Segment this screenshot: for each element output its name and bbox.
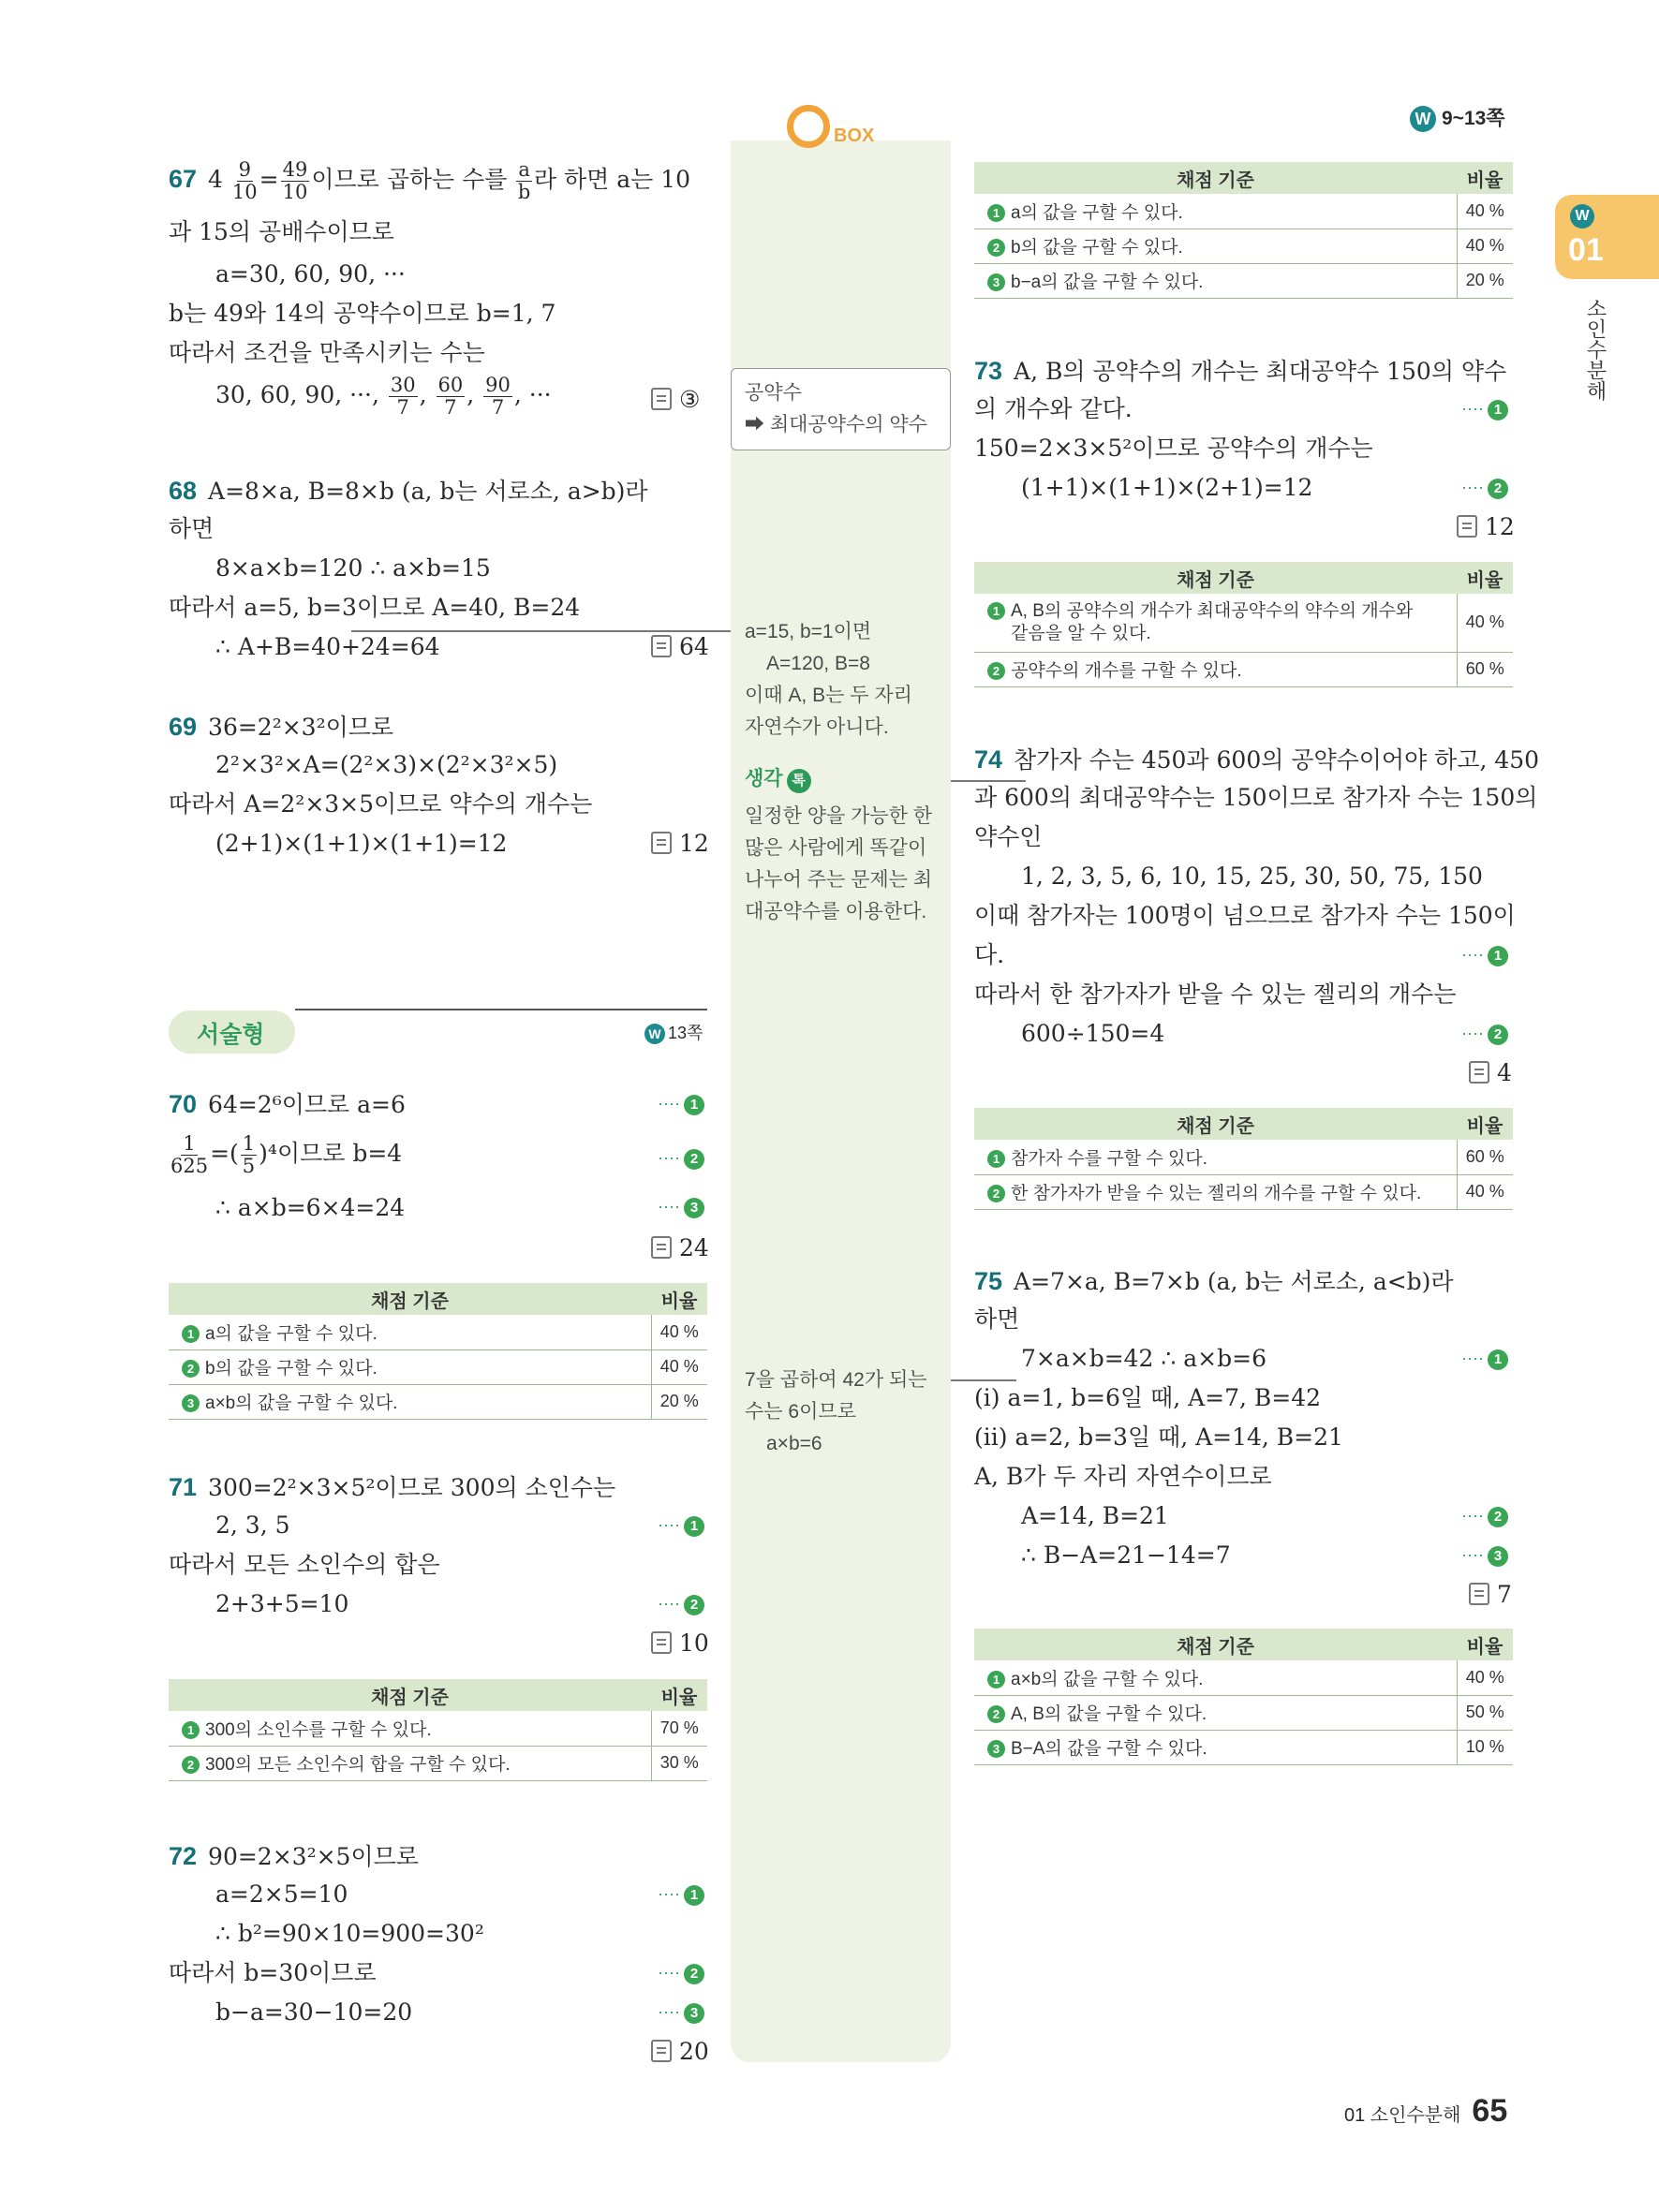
problem-73-line3: 150=2×3×5²이므로 공약수의 개수는 xyxy=(974,435,1373,462)
memo-connector-68 xyxy=(351,630,731,632)
memo-think-title: 생각 톡 xyxy=(745,763,811,795)
memo-think-line3: 나누어 주는 문제는 최 xyxy=(745,869,933,891)
problem-68-line3: 8×a×b=120 ∴ a×b=15 xyxy=(215,554,491,582)
answer-icon xyxy=(651,2040,672,2062)
qbox-logo: BOX xyxy=(787,105,899,161)
memo-75-line2: 수는 6이므로 xyxy=(745,1401,856,1423)
problem-75-line8: ∴ B−A=21−14=7 xyxy=(1021,1541,1231,1569)
problem-68-line2: 하면 xyxy=(169,515,215,542)
problem-73-line2: 의 개수와 같다. xyxy=(974,395,1133,422)
problem-74-line4: 1, 2, 3, 5, 6, 10, 15, 25, 30, 50, 75, 150 xyxy=(1021,863,1483,890)
criteria-table-73: 채점 기준 비율 1 A, B의 공약수의 개수가 최대공약수의 약수의 개수와 같음을 알 수 있다. 40 % 2 공약수의 개수를 구할 수 있다. 60 % xyxy=(974,562,1513,687)
essay-section-header: 서술형 W 13쪽 xyxy=(169,1007,707,1058)
step-mark-2: ···· 2 xyxy=(658,1148,704,1170)
problem-71-line2: 2, 3, 5 xyxy=(215,1512,290,1539)
page-number: 65 xyxy=(1472,2093,1508,2129)
memo-75-line1: 7을 곱하여 42가 되는 xyxy=(745,1369,927,1391)
criteria-table-75: 채점 기준 비율 1 a×b의 값을 구할 수 있다. 40 % 2 A, B의 값을 구할 수 있다. 50 % 3 B−A의 값을 구할 수 있다. 10 % xyxy=(974,1629,1513,1765)
problem-67-line1: 67 4 $\frac{9}{10}$ = $\frac{49}{10}$ 이므로 곱하는 수를 $\frac{a}{b}$ 라 하면 a는 10 xyxy=(169,158,691,204)
problem-69-line1: 69 36=2²×3²이므로 xyxy=(169,713,394,741)
problem-67-line5: 따라서 조건을 만족시키는 수는 xyxy=(169,339,485,366)
problem-70-line3: ∴ a×b=6×4=24 xyxy=(215,1194,406,1221)
problem-74-line8: 600÷150=4 xyxy=(1021,1020,1165,1047)
step-mark-1: ···· 1 xyxy=(658,1515,704,1537)
problem-72-line5: b−a=30−10=20 xyxy=(215,1998,413,2026)
memo-think-line2: 많은 사람에게 똑같이 xyxy=(745,837,927,859)
step-mark-3: ···· 3 xyxy=(658,2002,704,2024)
problem-68-line4: 따라서 a=5, b=3이므로 A=40, B=24 xyxy=(169,594,581,621)
w-badge-icon: W xyxy=(1410,106,1436,132)
problem-70-line1: 70 64=2⁶이므로 a=6 xyxy=(169,1090,406,1118)
problem-75-line3: 7×a×b=42 ∴ a×b=6 xyxy=(1021,1345,1266,1372)
answer-icon xyxy=(1469,1061,1489,1084)
answer-72: 20 xyxy=(651,2038,709,2065)
problem-72-line2: a=2×5=10 xyxy=(215,1880,348,1908)
problem-74-line1: 74 참가자 수는 450과 600의 공약수이어야 하고, 450 xyxy=(974,745,1540,774)
problem-72-line4: 따라서 b=30이므로 xyxy=(169,1959,377,1986)
answer-68: 64 xyxy=(651,633,709,660)
step-mark-1: ···· 1 xyxy=(658,1094,704,1115)
step-mark-1: ···· 1 xyxy=(1461,1349,1508,1370)
answer-icon xyxy=(651,832,672,854)
side-w-icon: W xyxy=(1570,204,1594,229)
answer-icon xyxy=(651,388,672,410)
answer-icon xyxy=(1469,1583,1489,1605)
answer-67: ③ xyxy=(651,386,700,413)
problem-71-line1: 71 300=2²×3×5²이므로 300의 소인수는 xyxy=(169,1473,616,1501)
answer-icon xyxy=(651,1236,672,1259)
problem-67-line3: a=30, 60, 90, ··· xyxy=(215,260,406,288)
criteria-table-74: 채점 기준 비율 1 참가자 수를 구할 수 있다. 60 % 2 한 참가자가 받을 수 있는 젤리의 개수를 구할 수 있다. 40 % xyxy=(974,1108,1513,1210)
step-mark-2: ···· 2 xyxy=(658,1963,704,1984)
problem-70-line2: $\frac{1}{625}$ =( $\frac{1}{5}$ )⁴이므로 b=4 xyxy=(170,1132,403,1178)
footer-chapter: 01 소인수분해 xyxy=(1344,2105,1461,2126)
criteria-table-72: 채점 기준 비율 1 a의 값을 구할 수 있다. 40 % 2 b의 값을 구할 수 있다. 40 % 3 b−a의 값을 구할 수 있다. 20 % xyxy=(974,162,1513,299)
answer-70: 24 xyxy=(651,1234,709,1261)
memo-68-line1: a=15, b=1이면 xyxy=(745,621,872,642)
step-mark-2: ···· 2 xyxy=(1461,478,1508,499)
answer-71: 10 xyxy=(651,1630,709,1657)
answer-75: 7 xyxy=(1469,1581,1512,1608)
memo-gcd-body: ➡ 최대공약수의 약수 xyxy=(745,414,927,435)
problem-67-line6: 30, 60, 90, ···, $\frac{30}{7}$ , $\frac{60}{7}$ , $\frac{90}{7}$ , ··· xyxy=(215,374,552,420)
problem-72-line1: 72 90=2×3²×5이므로 xyxy=(169,1842,419,1870)
footer xyxy=(1344,2093,1507,2130)
problem-74-line3: 약수인 xyxy=(974,823,1043,850)
problem-69-line2: 2²×3²×A=(2²×3)×(2²×3²×5) xyxy=(215,751,558,778)
memo-gcd-title: 공약수 xyxy=(745,382,802,404)
step-mark-2: ···· 2 xyxy=(1461,1024,1508,1045)
memo-connector-75 xyxy=(951,1379,1016,1381)
problem-75-line7: A=14, B=21 xyxy=(1021,1502,1169,1529)
answer-69: 12 xyxy=(651,830,709,857)
step-mark-2: ···· 2 xyxy=(1461,1506,1508,1527)
problem-67-line2: 과 15의 공배수이므로 xyxy=(169,218,394,245)
problem-69-line3: 따라서 A=2²×3×5이므로 약수의 개수는 xyxy=(169,790,593,818)
problem-73-line1: 73 A, B의 공약수의 개수는 최대공약수 150의 약수 xyxy=(974,357,1507,385)
step-mark-1: ···· 1 xyxy=(1461,945,1508,966)
problem-75-line4: (i) a=1, b=6일 때, A=7, B=42 xyxy=(974,1384,1322,1411)
w-ref-icon: W xyxy=(644,1024,665,1044)
problem-71-line4: 2+3+5=10 xyxy=(215,1590,349,1617)
answer-icon xyxy=(1457,515,1477,538)
answer-icon xyxy=(651,1631,672,1654)
memo-68-line4: 자연수가 아니다. xyxy=(745,716,889,738)
problem-75-line2: 하면 xyxy=(974,1305,1020,1333)
problem-73-line4: (1+1)×(1+1)×(2+1)=12 xyxy=(1021,474,1313,501)
talk-bubble-icon: 톡 xyxy=(787,769,811,793)
memo-75-line3: a×b=6 xyxy=(766,1433,822,1454)
problem-71-line3: 따라서 모든 소인수의 합은 xyxy=(169,1551,440,1578)
step-mark-1: ···· 1 xyxy=(658,1884,704,1906)
problem-75-line1: 75 A=7×a, B=7×b (a, b는 서로소, a<b)라 xyxy=(974,1267,1454,1295)
memo-think-line1: 일정한 양을 가능한 한 xyxy=(745,805,933,827)
criteria-table-71: 채점 기준 비율 1 300의 소인수를 구할 수 있다. 70 % 2 300의 모든 소인수의 합을 구할 수 있다. 30 % xyxy=(169,1679,707,1781)
side-tab-title: 소인수분해 xyxy=(1584,298,1607,401)
step-mark-3: ···· 3 xyxy=(1461,1545,1508,1567)
criteria-table-70: 채점 기준 비율 1 a의 값을 구할 수 있다. 40 % 2 b의 값을 구할 수 있다. 40 % 3 a×b의 값을 구할 수 있다. 20 % xyxy=(169,1283,707,1420)
problem-75-line6: A, B가 두 자리 자연수이므로 xyxy=(974,1463,1272,1490)
problem-74-line5: 이때 참가자는 100명이 넘으므로 참가자 수는 150이 xyxy=(974,902,1516,929)
problem-69-line4: (2+1)×(1+1)×(1+1)=12 xyxy=(215,830,508,857)
memo-68-line3: 이때 A, B는 두 자리 xyxy=(745,685,912,706)
problem-74-line7: 따라서 한 참가자가 받을 수 있는 젤리의 개수는 xyxy=(974,981,1457,1008)
problem-74-line6: 다. xyxy=(974,941,1005,968)
memo-connector-74 xyxy=(951,780,1026,782)
step-mark-1: ···· 1 xyxy=(1461,399,1508,420)
answer-icon xyxy=(651,635,672,657)
memo-68-line2: A=120, B=8 xyxy=(766,653,870,674)
problem-72-line3: ∴ b²=90×10=900=30² xyxy=(215,1920,484,1947)
problem-74-line2: 과 600의 최대공약수는 150이므로 참가자 수는 150의 xyxy=(974,784,1538,811)
problem-68-line5: ∴ A+B=40+24=64 xyxy=(215,633,440,660)
problem-67-line4: b는 49와 14의 공약수이므로 b=1, 7 xyxy=(169,300,556,327)
answer-73: 12 xyxy=(1457,513,1515,540)
problem-68-line1: 68 A=8×a, B=8×b (a, b는 서로소, a>b)라 xyxy=(169,477,648,505)
memo-think-line4: 대공약수를 이용한다. xyxy=(745,901,927,922)
step-mark-2: ···· 2 xyxy=(658,1594,704,1615)
chapter-side-tab: W 01 xyxy=(1555,195,1659,279)
step-mark-3: ···· 3 xyxy=(658,1197,704,1218)
problem-75-line5: (ii) a=2, b=3일 때, A=14, B=21 xyxy=(974,1423,1343,1451)
answer-74: 4 xyxy=(1469,1059,1512,1086)
page-range: W 9~13쪽 xyxy=(1410,103,1505,132)
